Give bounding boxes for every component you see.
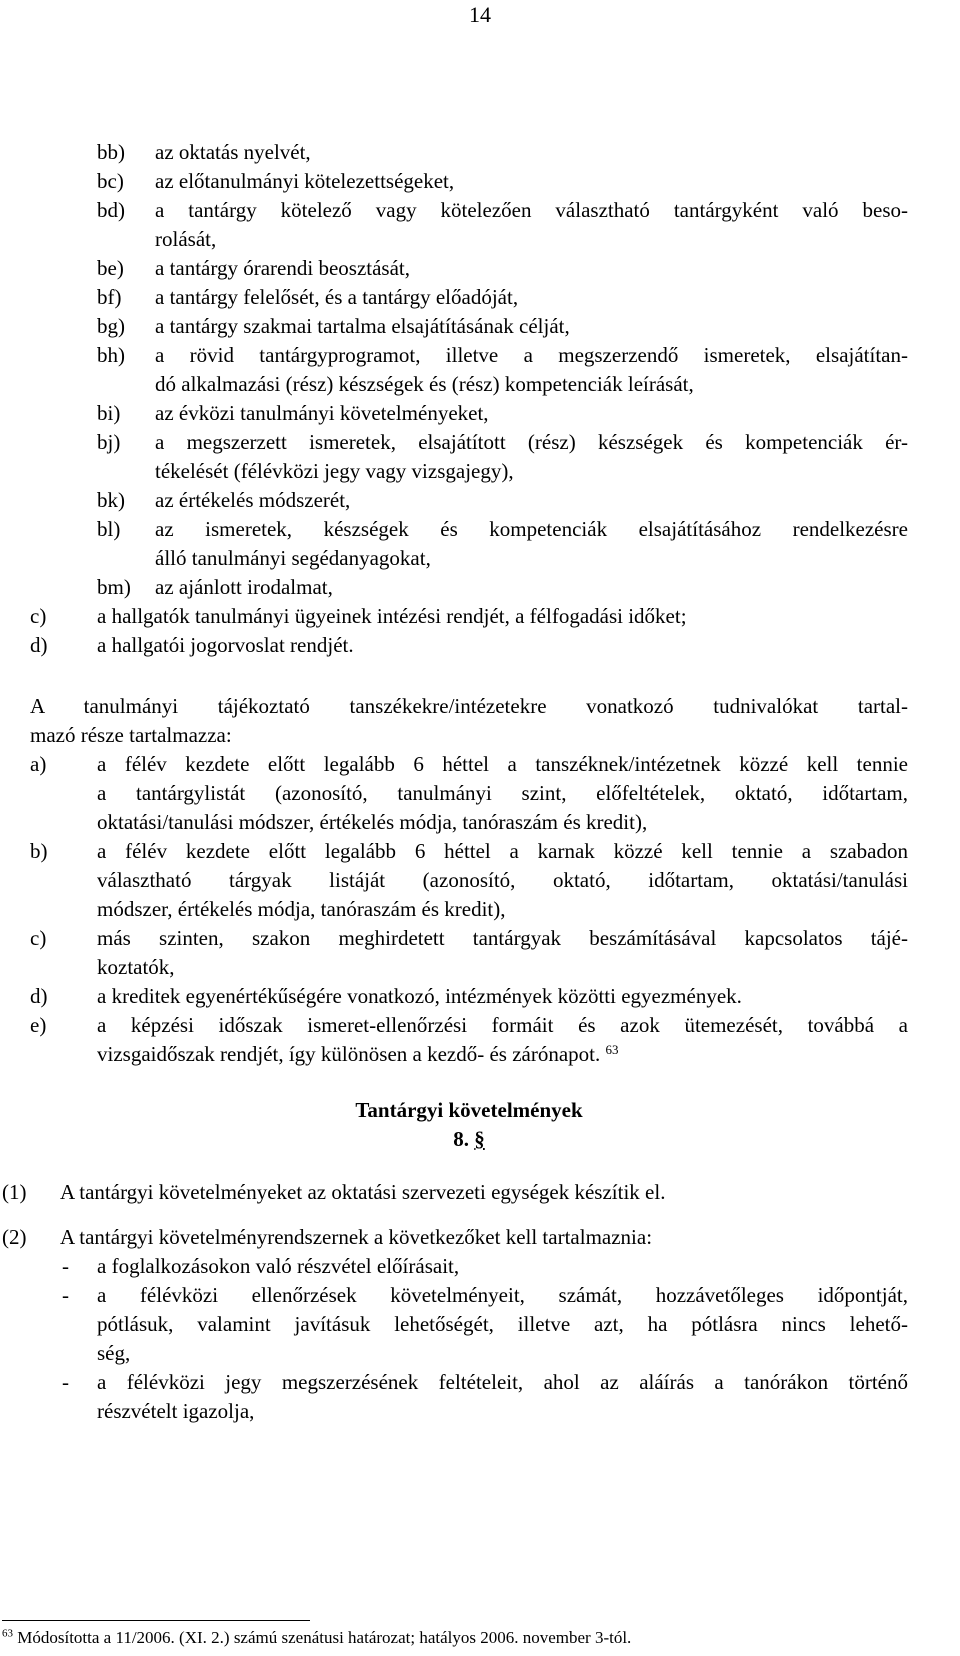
dash-list-item [0,1281,960,1368]
list-ae-item-text [97,1011,908,1069]
list-ae-item [0,924,960,982]
intro-paragraph [30,692,908,750]
list-ae-item-label: a) [30,752,47,776]
dash-list-item-label: - [62,1370,69,1394]
dash-list [0,1252,960,1426]
page-number: 14 [469,2,491,27]
sublist-b-item [0,573,960,602]
sublist-b-item [0,312,960,341]
dash-list-item-label: - [62,1254,69,1278]
list-ae-item-line [97,1040,908,1069]
paragraph-2-text: A tantárgyi követelményrendszernek a következőket kell tartalmaznia: [60,1225,653,1249]
list-ae-item-line: a tantárgylistát (azonosító, tanulmányi szint, előfeltételek, oktató, időtartam, [97,781,908,805]
list-ae-item-line: módszer, értékelés módja, tanóraszám és kredit), [97,897,506,921]
paragraph-1-text: A tantárgyi követelményeket az oktatási szervezeti egységek készítik el. [60,1180,666,1204]
sublist-b-item-text [155,283,908,312]
dash-list-item-line: ség, [97,1341,131,1365]
section-number-text: 8. [453,1127,469,1151]
sublist-b-item-line: az ajánlott irodalmat, [155,575,333,599]
sublist-b-item [0,399,960,428]
list-cd-item-text [97,631,908,660]
list-ae-item-line: a félév kezdete előtt legalább 6 héttel a tanszéknek/intézetnek közzé kell tennie [97,752,908,776]
dash-list-item-text [97,1252,908,1281]
sublist-b-item-label: bc) [97,169,124,193]
footnote-reference: 63 [605,1041,619,1057]
sublist-b-item-line: a tantárgy szakmai tartalma elsajátításának célját, [155,314,570,338]
sublist-b-item-text [155,312,908,341]
paragraph-2 [0,1223,960,1252]
list-ae-item-text [97,750,908,837]
sublist-b-item-line: a rövid tantárgyprogramot, illetve a megszerzendő ismeretek, elsajátítan- [155,343,908,367]
dash-list-item-line: a félévközi ellenőrzések követelményeit, számát, hozzávetőleges időpontját, [97,1283,908,1307]
sublist-b-item-label: bi) [97,401,121,425]
sublist-b-item [0,196,960,254]
dash-list-item [0,1252,960,1281]
list-ae-item-last-text: vizsgaidőszak rendjét, így különösen a kezdő- és zárónapot. [97,1042,601,1066]
list-ae-item-label: c) [30,926,47,950]
sublist-b-item [0,486,960,515]
sublist-b-item-text [155,573,908,602]
dash-list-item-line: a foglalkozásokon való részvétel előírásait, [97,1254,460,1278]
list-ae-item-label: d) [30,984,48,1008]
list-ae-item-line: a félév kezdete előtt legalább 6 héttel a karnak közzé kell tennie a szabadon [97,839,908,863]
list-cd-item [0,631,960,660]
sublist-b-item-line: a megszerzett ismeretek, elsajátított (rész) készségek és kompetenciák ér- [155,430,908,454]
sublist-b-item [0,341,960,399]
section-number [0,1125,938,1154]
dash-list-item [0,1368,960,1426]
sublist-b-item-label: bg) [97,314,125,338]
footnote-number: 63 [2,1627,13,1640]
sublist-b [0,138,960,602]
sublist-b-item-line: a tantárgy kötelező vagy kötelezően választható tantárgyként való beso- [155,198,908,222]
sublist-b-item [0,138,960,167]
list-ae-item-text [97,982,908,1011]
paragraph-1-label: (1) [2,1180,27,1204]
sublist-b-item-text [155,486,908,515]
sublist-b-item-label: bj) [97,430,121,454]
sublist-b-item-label: bk) [97,488,125,512]
intro-line-1: A tanulmányi tájékoztató tanszékekre/intézetekre vonatkozó tudnivalókat tartal- [30,694,908,718]
footnote-text: Módosította a 11/2006. (XI. 2.) számú szenátusi határozat; hatályos 2006. november 3-tól. [17,1628,632,1647]
footnote-separator [2,1620,310,1621]
dash-list-item-text [97,1368,908,1426]
sublist-b-item [0,428,960,486]
dash-list-item-label: - [62,1283,69,1307]
sublist-b-item-label: bb) [97,140,125,164]
sublist-b-item-line: álló tanulmányi segédanyagokat, [155,546,431,570]
sublist-b-item-label: bf) [97,285,122,309]
sublist-b-item-label: be) [97,256,124,280]
list-ae-item-line: a képzési időszak ismeret-ellenőrzési formáit és azok ütemezését, továbbá a [97,1013,908,1037]
footnote [2,1627,631,1649]
sublist-b-item-text [155,196,908,254]
list-ae-item-text [97,924,908,982]
list-ae-item-label: e) [30,1013,47,1037]
list-ae-item [0,837,960,924]
list-ae-item-label: b) [30,839,48,863]
list-ae-item-text [97,837,908,924]
sublist-b-item-text [155,515,908,573]
dash-list-item-line: a félévközi jegy megszerzésének feltételeit, ahol az aláírás a tanórákon történő [97,1370,908,1394]
sublist-b-item-line: az értékelés módszerét, [155,488,351,512]
list-ae-item-line: választható tárgyak listáját (azonosító, oktató, időtartam, oktatási/tanulási [97,868,908,892]
sublist-b-item-text [155,399,908,428]
section-heading [0,1096,938,1154]
list-ae-item [0,1011,960,1069]
sublist-b-item [0,515,960,573]
sublist-b-item-line: az oktatás nyelvét, [155,140,311,164]
sublist-b-item-line: az évközi tanulmányi követelményeket, [155,401,489,425]
intro-line-2: mazó része tartalmazza: [30,723,232,747]
sublist-b-item-line: a tantárgy felelősét, és a tantárgy előadóját, [155,285,519,309]
sublist-b-item-line: dó alkalmazási (rész) készségek és (rész) kompetenciák leírását, [155,372,694,396]
paragraph-2-label: (2) [2,1225,27,1249]
list-cd-item-line: a hallgatói jogorvoslat rendjét. [97,633,354,657]
sublist-b-item-line: az ismeretek, készségek és kompetenciák elsajátításához rendelkezésre [155,517,908,541]
list-cd-item-line: a hallgatók tanulmányi ügyeinek intézési rendjét, a félfogadási időket; [97,604,687,628]
list-cd-item-label: c) [30,604,47,628]
sublist-b-item-label: bh) [97,343,125,367]
paragraph-1 [0,1178,960,1207]
list-ae-item-line: más szinten, szakon meghirdetett tantárgyak beszámításával kapcsolatos tájé- [97,926,908,950]
dash-list-item-text [97,1281,908,1368]
list-ae-item [0,982,960,1011]
dash-list-item-line: pótlásuk, valamint javításuk lehetőségét, illetve azt, ha pótlásra nincs lehető- [97,1312,908,1336]
list-ae-item [0,750,960,837]
list-cd-item [0,602,960,631]
sublist-b-item-text [155,138,908,167]
sublist-b-item-line: rolását, [155,227,217,251]
sublist-b-item-label: bl) [97,517,121,541]
list-ae-item-line: a kreditek egyenértékűségére vonatkozó, intézmények közötti egyezmények. [97,984,742,1008]
sublist-b-item-text [155,341,908,399]
list-cd-item-label: d) [30,633,48,657]
sublist-b-item-line: tékelését (félévközi jegy vagy vizsgajegy), [155,459,514,483]
sublist-b-item-label: bm) [97,575,131,599]
sublist-b-item [0,167,960,196]
list-c-d [0,602,960,660]
sublist-b-item-line: a tantárgy órarendi beosztását, [155,256,411,280]
sublist-b-item-text [155,428,908,486]
sublist-b-item [0,254,960,283]
list-a-e [0,750,960,1069]
sublist-b-item-text [155,254,908,283]
list-ae-item-line: oktatási/tanulási módszer, értékelés módja, tanóraszám és kredit), [97,810,648,834]
sublist-b-item-label: bd) [97,198,125,222]
heading-title: Tantárgyi követelmények [355,1098,583,1122]
section-sign: § [474,1127,485,1151]
list-ae-item-line: koztatók, [97,955,175,979]
sublist-b-item [0,283,960,312]
sublist-b-item-line: az előtanulmányi kötelezettségeket, [155,169,455,193]
dash-list-item-line: részvételt igazolja, [97,1399,255,1423]
sublist-b-item-text [155,167,908,196]
list-cd-item-text [97,602,908,631]
